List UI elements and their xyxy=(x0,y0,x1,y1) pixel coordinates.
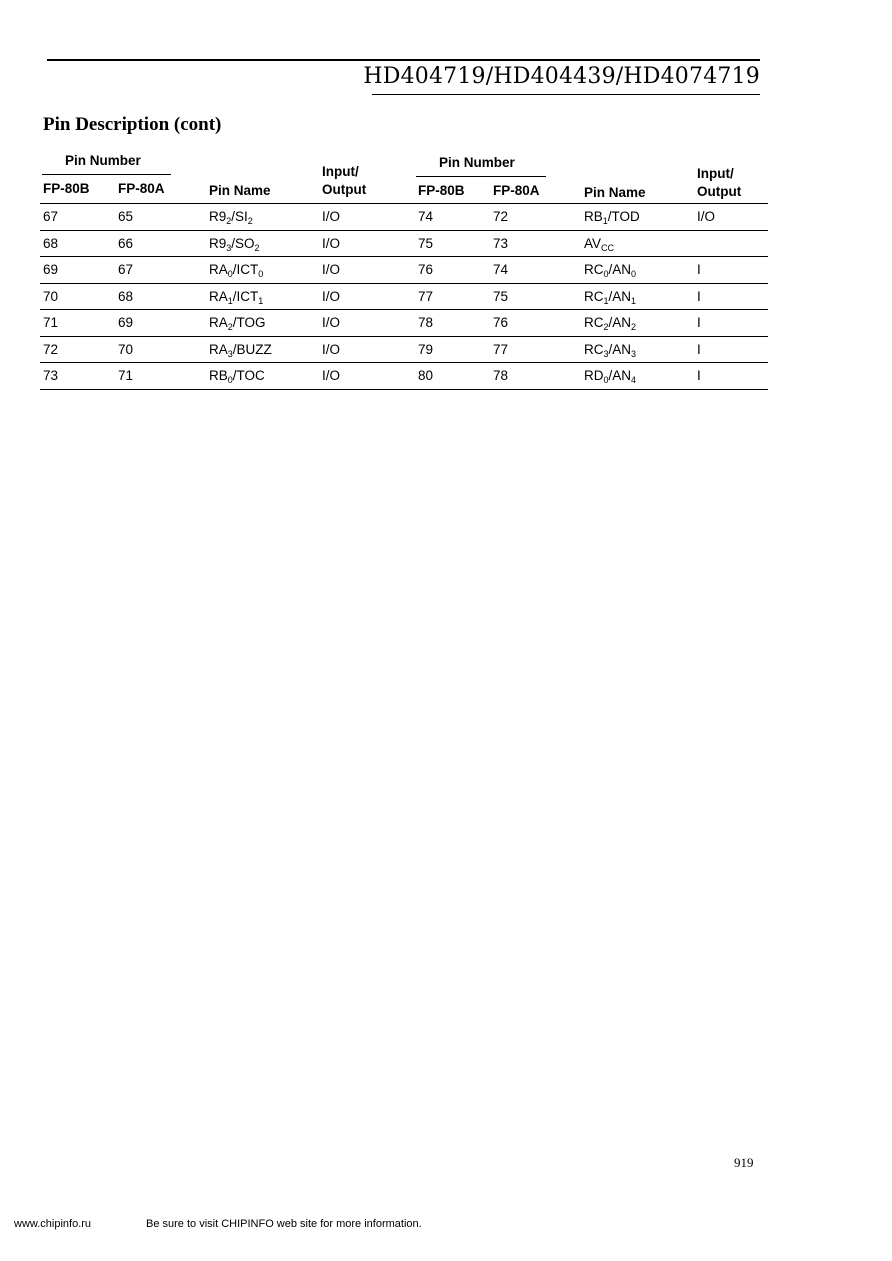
left-fp80b-cell: 70 xyxy=(43,288,59,304)
table-row xyxy=(40,337,768,364)
left-io-cell: I/O xyxy=(322,262,341,277)
left-fp80b-cell: 71 xyxy=(43,315,59,330)
section-title: Pin Description (cont) xyxy=(43,114,222,135)
right-fp80b-cell: 77 xyxy=(418,288,434,304)
right-fp80b-cell: 76 xyxy=(418,262,434,277)
right-fp80b-cell: 78 xyxy=(418,315,434,330)
right-pin-name-cell: $RB_1$/TOD xyxy=(584,209,640,226)
right-fp80a-cell: 77 xyxy=(493,341,509,357)
left-fp80b-cell: 68 xyxy=(43,235,59,251)
left-io-header-line2: Output xyxy=(322,182,367,197)
right-io-cell: I/O xyxy=(697,209,716,224)
left-pin-name-cell: $RA_1/ICT_1$ xyxy=(209,288,264,306)
pin-description-table xyxy=(40,150,768,390)
right-fp80a-cell: 76 xyxy=(493,315,509,330)
left-io-cell: I/O xyxy=(322,315,341,330)
table-row xyxy=(40,284,768,311)
right-fp80a-cell: 72 xyxy=(493,209,509,224)
left-fp80a-cell: 65 xyxy=(118,209,134,224)
left-io-cell: I/O xyxy=(322,209,341,224)
right-pin-number-header: Pin Number xyxy=(439,155,515,170)
table-body xyxy=(40,204,768,390)
left-fp80a-cell: 66 xyxy=(118,235,134,251)
left-io-cell: I/O xyxy=(322,368,341,383)
right-fp80b-cell: 79 xyxy=(418,341,434,357)
right-pin-name-header: Pin Name xyxy=(584,185,646,200)
left-fp80a-cell: 67 xyxy=(118,262,134,277)
right-fp80b-cell: 75 xyxy=(418,235,434,251)
left-pin-name-cell: $RA_2$/TOG xyxy=(209,315,266,332)
page-number: 919 xyxy=(734,1155,754,1170)
footer-site-link[interactable]: www.chipinfo.ru xyxy=(14,1218,92,1230)
left-fp80b-cell: 73 xyxy=(43,368,59,383)
table-row xyxy=(40,231,768,258)
left-fp80b-header: FP-80B xyxy=(43,181,90,196)
right-group-line xyxy=(416,176,546,177)
left-fp80b-cell: 69 xyxy=(43,262,59,277)
right-fp80a-cell: 74 xyxy=(493,262,509,277)
right-pin-name-cell: $RC_0/AN_0$ xyxy=(584,262,637,279)
right-pin-name-cell: $RC_1/AN_1$ xyxy=(584,288,637,306)
right-fp80a-cell: 75 xyxy=(493,288,509,304)
right-fp80b-header: FP-80B xyxy=(418,183,465,198)
right-io-header-line1: Input/ xyxy=(697,166,734,181)
right-pin-name-cell: $AV_{CC}$ xyxy=(584,235,615,253)
left-pin-name-cell: $R9_2/SI_2$ xyxy=(209,209,253,226)
right-io-cell: I xyxy=(697,341,701,357)
left-pin-name-cell: $RA_3$/BUZZ xyxy=(209,341,272,359)
header-underline xyxy=(372,94,760,95)
left-pin-name-header: Pin Name xyxy=(209,183,271,198)
right-pin-name-cell: $RC_3/AN_3$ xyxy=(584,341,637,359)
left-fp80b-cell: 67 xyxy=(43,209,59,224)
table-row xyxy=(40,257,768,284)
left-pin-number-header: Pin Number xyxy=(65,153,141,168)
left-fp80a-cell: 69 xyxy=(118,315,134,330)
right-pin-name-cell: $RC_2/AN_2$ xyxy=(584,315,637,332)
left-fp80a-cell: 70 xyxy=(118,341,134,357)
right-io-cell: I xyxy=(697,262,701,277)
right-io-header-line2: Output xyxy=(697,184,742,199)
left-fp80a-header: FP-80A xyxy=(118,181,165,196)
left-io-cell: I/O xyxy=(322,341,341,357)
left-fp80a-cell: 68 xyxy=(118,288,134,304)
right-fp80a-header: FP-80A xyxy=(493,183,540,198)
right-fp80a-cell: 78 xyxy=(493,368,509,383)
document-header: HD404719/HD404439/HD4074719 xyxy=(363,64,760,89)
right-io-cell: I xyxy=(697,315,701,330)
right-fp80a-cell: 73 xyxy=(493,235,509,251)
left-io-header-line1: Input/ xyxy=(322,164,359,179)
table-row xyxy=(40,204,768,231)
table-header xyxy=(40,150,768,204)
table-row xyxy=(40,310,768,337)
left-io-cell: I/O xyxy=(322,288,341,304)
table-row xyxy=(40,363,768,390)
top-rule xyxy=(47,59,760,61)
right-io-cell: I xyxy=(697,368,701,383)
right-fp80b-cell: 80 xyxy=(418,368,434,383)
left-io-cell: I/O xyxy=(322,235,341,251)
left-fp80b-cell: 72 xyxy=(43,341,59,357)
left-fp80a-cell: 71 xyxy=(118,368,134,383)
left-group-line xyxy=(42,174,171,175)
footer-note: Be sure to visit CHIPINFO web site for more information. xyxy=(146,1218,422,1230)
right-io-cell: I xyxy=(697,288,701,304)
right-fp80b-cell: 74 xyxy=(418,209,434,224)
left-pin-name-cell: $RB_0$/TOC xyxy=(209,368,265,385)
left-pin-name-cell: $R9_3/SO_2$ xyxy=(209,235,260,253)
right-pin-name-cell: $RD_0/AN_4$ xyxy=(584,368,637,385)
left-pin-name-cell: $RA_0/ICT_0$ xyxy=(209,262,264,279)
